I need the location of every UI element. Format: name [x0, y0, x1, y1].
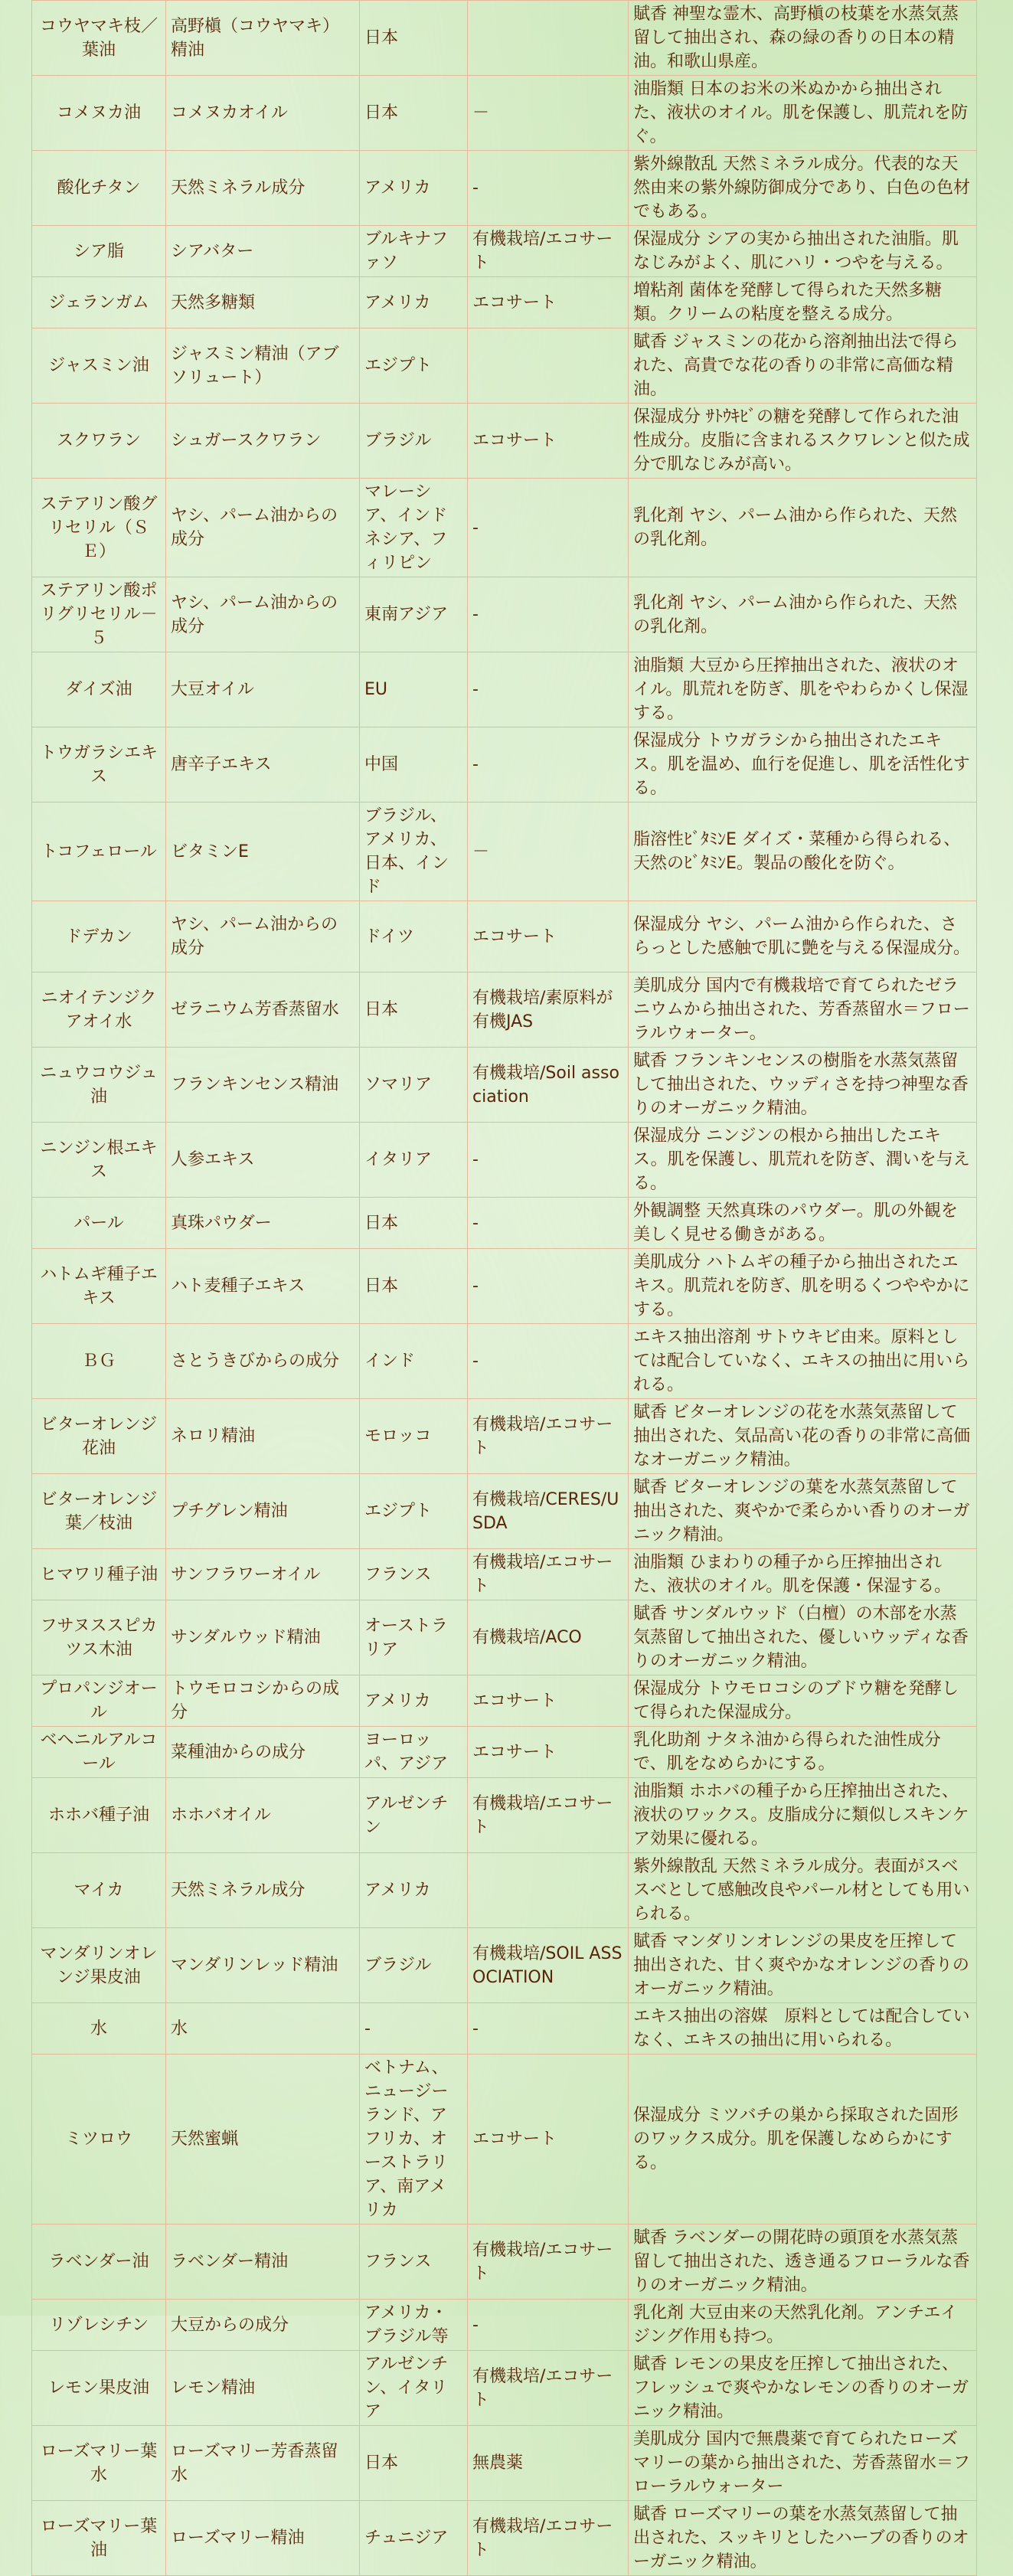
ingredient-common-name: 水: [166, 2003, 360, 2055]
ingredient-inci-name: コメヌカ油: [32, 76, 166, 151]
ingredient-description: 賦香 レモンの果皮を圧搾して抽出された、フレッシュで爽やかなレモンの香りのオーガニック精油。: [629, 2351, 977, 2426]
ingredient-inci-name: ローズマリー葉水: [32, 2426, 166, 2501]
ingredient-origin: 日本: [360, 973, 468, 1048]
ingredient-certification: 有機栽培/ACO: [468, 1600, 629, 1675]
ingredient-common-name: さとうきびからの成分: [166, 1324, 360, 1399]
ingredient-description: 賦香 フランキンセンスの樹脂を水蒸気蒸留して抽出された、ウッディさを持つ神聖な香りのオーガニック精油。: [629, 1048, 977, 1123]
table-row: [32, 577, 977, 652]
ingredient-description: 外観調整 天然真珠のパウダー。肌の外観を美しく見せる働きがある。: [629, 1198, 977, 1249]
ingredient-description: 美肌成分 ハトムギの種子から抽出されたエキス。肌荒れを防ぎ、肌を明るくつややかにする。: [629, 1249, 977, 1324]
ingredient-certification: [468, 1853, 629, 1928]
ingredient-common-name: ホホバオイル: [166, 1778, 360, 1853]
ingredient-common-name: 天然多糖類: [166, 277, 360, 329]
ingredient-origin: インド: [360, 1324, 468, 1399]
ingredient-description: 賦香 サンダルウッド（白檀）の木部を水蒸気蒸留して抽出された、優しいウッディな香りのオーガニック精油。: [629, 1600, 977, 1675]
ingredient-origin: エジプト: [360, 1474, 468, 1549]
ingredient-common-name: シュガースクワラン: [166, 404, 360, 479]
table-row: [32, 151, 977, 226]
ingredient-description: 増粘剤 菌体を発酵して得られた天然多糖類。クリームの粘度を整える成分。: [629, 277, 977, 329]
ingredient-origin: 日本: [360, 76, 468, 151]
ingredient-certification: -: [468, 2300, 629, 2351]
ingredient-origin: ブラジル、アメリカ、日本、インド: [360, 803, 468, 901]
ingredient-description: 保湿成分 トウガラシから抽出されたエキス。肌を温め、血行を促進し、肌を活性化する。: [629, 727, 977, 803]
ingredient-certification: 有機栽培/エコサート: [468, 1399, 629, 1474]
ingredient-description: 保湿成分 シアの実から抽出された油脂。肌なじみがよく、肌にハリ・つやを与える。: [629, 226, 977, 277]
ingredient-description: 賦香 神聖な霊木、高野槇の枝葉を水蒸気蒸留して抽出され、森の緑の香りの日本の精油。和歌山県産。: [629, 1, 977, 76]
ingredient-origin: フランス: [360, 2225, 468, 2300]
ingredient-inci-name: ＢＧ: [32, 1324, 166, 1399]
ingredient-common-name: フランキンセンス精油: [166, 1048, 360, 1123]
ingredient-common-name: 天然蜜蝋: [166, 2055, 360, 2225]
ingredient-inci-name: ラベンダー油: [32, 2225, 166, 2300]
ingredient-inci-name: ホホバ種子油: [32, 1778, 166, 1853]
ingredient-certification: -: [468, 1123, 629, 1198]
table-row: [32, 1727, 977, 1778]
ingredient-certification: 有機栽培/エコサート: [468, 2351, 629, 2426]
table-row: [32, 901, 977, 973]
ingredient-inci-name: ジェランガム: [32, 277, 166, 329]
ingredient-origin: オーストラリア: [360, 1600, 468, 1675]
ingredient-inci-name: ニオイテンジクアオイ水: [32, 973, 166, 1048]
ingredient-origin: ブルキナファソ: [360, 226, 468, 277]
ingredient-certification: [468, 329, 629, 404]
ingredient-origin: EU: [360, 652, 468, 727]
ingredient-common-name: ジャスミン精油（アブソリュート）: [166, 329, 360, 404]
ingredient-common-name: マンダリンレッド精油: [166, 1928, 360, 2003]
ingredient-certification: -: [468, 151, 629, 226]
ingredient-inci-name: プロパンジオール: [32, 1675, 166, 1727]
ingredient-inci-name: リゾレシチン: [32, 2300, 166, 2351]
ingredient-common-name: 天然ミネラル成分: [166, 1853, 360, 1928]
ingredient-origin: アルゼンチン、イタリア: [360, 2351, 468, 2426]
ingredient-common-name: ハト麦種子エキス: [166, 1249, 360, 1324]
table-row: [32, 1198, 977, 1249]
ingredient-inci-name: ビターオレンジ葉／枝油: [32, 1474, 166, 1549]
table-row: [32, 2426, 977, 2501]
ingredient-common-name: 真珠パウダー: [166, 1198, 360, 1249]
table-row: [32, 76, 977, 151]
ingredient-description: 賦香 ビターオレンジの花を水蒸気蒸留して抽出された、気品高い花の香りの非常に高価なオーガニック精油。: [629, 1399, 977, 1474]
ingredient-certification: -: [468, 652, 629, 727]
ingredient-common-name: コメヌカオイル: [166, 76, 360, 151]
table-row: [32, 727, 977, 803]
ingredient-inci-name: シア脂: [32, 226, 166, 277]
ingredient-origin: 中国: [360, 727, 468, 803]
ingredient-certification: -: [468, 1324, 629, 1399]
ingredient-common-name: ローズマリー精油: [166, 2501, 360, 2576]
table-row: [32, 803, 977, 901]
ingredient-certification: －: [468, 76, 629, 151]
ingredient-certification: -: [468, 2003, 629, 2055]
ingredient-origin: 日本: [360, 1198, 468, 1249]
ingredient-inci-name: コウヤマキ枝／葉油: [32, 1, 166, 76]
ingredient-inci-name: 水: [32, 2003, 166, 2055]
ingredient-description: 賦香 ローズマリーの葉を水蒸気蒸留して抽出された、スッキリとしたハーブの香りのオーガニック精油。: [629, 2501, 977, 2576]
table-row: [32, 652, 977, 727]
ingredient-inci-name: ジャスミン油: [32, 329, 166, 404]
ingredient-description: 保湿成分 トウモロコシのブドウ糖を発酵して得られた保湿成分。: [629, 1675, 977, 1727]
ingredient-origin: 日本: [360, 2426, 468, 2501]
ingredient-description: 紫外線散乱 天然ミネラル成分。表面がスベスベとして感触改良やパール材としても用いられる。: [629, 1853, 977, 1928]
ingredient-common-name: 人参エキス: [166, 1123, 360, 1198]
ingredient-common-name: シアバター: [166, 226, 360, 277]
ingredient-origin: アメリカ: [360, 277, 468, 329]
table-row: [32, 1, 977, 76]
ingredient-certification: -: [468, 727, 629, 803]
ingredient-description: エキス抽出の溶媒 原料としては配合していなく、エキスの抽出に用いられる。: [629, 2003, 977, 2055]
ingredient-inci-name: ステアリン酸ポリグリセリル－５: [32, 577, 166, 652]
ingredient-inci-name: ニンジン根エキス: [32, 1123, 166, 1198]
ingredient-common-name: ビタミンE: [166, 803, 360, 901]
ingredient-inci-name: ローズマリー葉油: [32, 2501, 166, 2576]
ingredient-certification: 有機栽培/素原料が有機JAS: [468, 973, 629, 1048]
ingredient-common-name: トウモロコシからの成分: [166, 1675, 360, 1727]
ingredient-common-name: 唐辛子エキス: [166, 727, 360, 803]
ingredient-common-name: ラベンダー精油: [166, 2225, 360, 2300]
ingredient-description: 乳化剤 大豆由来の天然乳化剤。アンチエイジング作用も持つ。: [629, 2300, 977, 2351]
ingredient-common-name: 大豆からの成分: [166, 2300, 360, 2351]
ingredient-certification: エコサート: [468, 1727, 629, 1778]
ingredient-common-name: 高野槇（コウヤマキ）精油: [166, 1, 360, 76]
table-row: [32, 226, 977, 277]
ingredient-inci-name: ニュウコウジュ油: [32, 1048, 166, 1123]
ingredient-common-name: 大豆オイル: [166, 652, 360, 727]
ingredient-certification: 有機栽培/エコサート: [468, 2225, 629, 2300]
table-row: [32, 1324, 977, 1399]
table-row: [32, 1549, 977, 1600]
ingredient-inci-name: ステアリン酸グリセリル（ＳＥ）: [32, 479, 166, 577]
ingredient-description: 保湿成分 ｻﾄｳｷﾋﾞの糖を発酵して作られた油性成分。皮脂に含まれるスクワレンと似た成分で肌なじみが高い。: [629, 404, 977, 479]
ingredient-origin: アメリカ・ブラジル等: [360, 2300, 468, 2351]
ingredient-certification: [468, 1, 629, 76]
ingredient-origin: -: [360, 2003, 468, 2055]
ingredient-inci-name: ミツロウ: [32, 2055, 166, 2225]
ingredient-inci-name: ダイズ油: [32, 652, 166, 727]
ingredient-certification: エコサート: [468, 1675, 629, 1727]
ingredient-origin: エジプト: [360, 329, 468, 404]
ingredient-certification: エコサート: [468, 404, 629, 479]
ingredient-certification: 無農薬: [468, 2426, 629, 2501]
ingredient-description: 油脂類 大豆から圧搾抽出された、液状のオイル。肌荒れを防ぎ、肌をやわらかくし保湿する。: [629, 652, 977, 727]
ingredient-inci-name: ドデカン: [32, 901, 166, 973]
ingredient-description: 乳化剤 ヤシ、パーム油から作られた、天然の乳化剤。: [629, 577, 977, 652]
ingredient-certification: 有機栽培/エコサート: [468, 226, 629, 277]
table-row: [32, 1048, 977, 1123]
ingredient-origin: モロッコ: [360, 1399, 468, 1474]
table-row: [32, 1474, 977, 1549]
ingredient-origin: アメリカ: [360, 1853, 468, 1928]
table-row: [32, 1675, 977, 1727]
ingredient-common-name: サンダルウッド精油: [166, 1600, 360, 1675]
table-row: [32, 1928, 977, 2003]
ingredient-origin: チュニジア: [360, 2501, 468, 2576]
ingredient-description: 賦香 ビターオレンジの葉を水蒸気蒸留して抽出された、爽やかで柔らかい香りのオーガニック精油。: [629, 1474, 977, 1549]
ingredient-common-name: プチグレン精油: [166, 1474, 360, 1549]
ingredient-description: 賦香 ジャスミンの花から溶剤抽出法で得られた、高貴でな花の香りの非常に高価な精油。: [629, 329, 977, 404]
ingredient-certification: 有機栽培/エコサート: [468, 1549, 629, 1600]
ingredient-inci-name: フサヌススピカツス木油: [32, 1600, 166, 1675]
table-row: [32, 1123, 977, 1198]
table-row: [32, 1778, 977, 1853]
ingredient-description: 脂溶性ﾋﾞﾀﾐﾝE ダイズ・菜種から得られる、天然のﾋﾞﾀﾐﾝE。製品の酸化を防ぐ。: [629, 803, 977, 901]
ingredient-description: 油脂類 ホホバの種子から圧搾抽出された、液状のワックス。皮脂成分に類似しスキンケア効果に優れる。: [629, 1778, 977, 1853]
ingredient-description: 賦香 マンダリンオレンジの果皮を圧搾して抽出された、甘く爽やかなオレンジの香りのオーガニック精油。: [629, 1928, 977, 2003]
ingredient-common-name: レモン精油: [166, 2351, 360, 2426]
table-row: [32, 1600, 977, 1675]
ingredient-description: 乳化助剤 ナタネ油から得られた油性成分で、肌をなめらかにする。: [629, 1727, 977, 1778]
ingredient-common-name: ヤシ、パーム油からの成分: [166, 479, 360, 577]
ingredient-certification: -: [468, 479, 629, 577]
ingredient-certification: 有機栽培/エコサート: [468, 1778, 629, 1853]
ingredient-certification: -: [468, 1249, 629, 1324]
ingredient-origin: ブラジル: [360, 1928, 468, 2003]
ingredient-certification: －: [468, 803, 629, 901]
table-row: [32, 2300, 977, 2351]
table-row: [32, 1399, 977, 1474]
ingredient-certification: 有機栽培/エコサート: [468, 2501, 629, 2576]
table-row: [32, 329, 977, 404]
ingredient-common-name: ゼラニウム芳香蒸留水: [166, 973, 360, 1048]
ingredient-certification: -: [468, 1198, 629, 1249]
ingredient-description: エキス抽出溶剤 サトウキビ由来。原料としては配合していなく、エキスの抽出に用いられる。: [629, 1324, 977, 1399]
ingredient-inci-name: ヒマワリ種子油: [32, 1549, 166, 1600]
ingredient-inci-name: ハトムギ種子エキス: [32, 1249, 166, 1324]
ingredient-origin: ソマリア: [360, 1048, 468, 1123]
ingredient-inci-name: マイカ: [32, 1853, 166, 1928]
ingredient-certification: エコサート: [468, 2055, 629, 2225]
ingredient-inci-name: トウガラシエキス: [32, 727, 166, 803]
ingredient-certification: 有機栽培/SOIL ASSOCIATION: [468, 1928, 629, 2003]
ingredient-description: 賦香 ラベンダーの開花時の頭頂を水蒸気蒸留して抽出された、透き通るフローラルな香りのオーガニック精油。: [629, 2225, 977, 2300]
ingredient-certification: エコサート: [468, 277, 629, 329]
ingredient-origin: ドイツ: [360, 901, 468, 973]
ingredient-description: 保湿成分 ニンジンの根から抽出したエキス。肌を保護し、肌荒れを防ぎ、潤いを与える。: [629, 1123, 977, 1198]
table-row: [32, 1249, 977, 1324]
ingredient-certification: エコサート: [468, 901, 629, 973]
table-row: [32, 404, 977, 479]
table-row: [32, 973, 977, 1048]
ingredient-origin: イタリア: [360, 1123, 468, 1198]
ingredient-common-name: サンフラワーオイル: [166, 1549, 360, 1600]
ingredient-origin: アルゼンチン: [360, 1778, 468, 1853]
ingredient-description: 紫外線散乱 天然ミネラル成分。代表的な天然由来の紫外線防御成分であり、白色の色材でもある。: [629, 151, 977, 226]
ingredient-inci-name: ベヘニルアルコール: [32, 1727, 166, 1778]
ingredient-description: 保湿成分 ミツバチの巣から採取された固形のワックス成分。肌を保護しなめらかにする。: [629, 2055, 977, 2225]
ingredient-common-name: ヤシ、パーム油からの成分: [166, 577, 360, 652]
ingredient-inci-name: レモン果皮油: [32, 2351, 166, 2426]
ingredient-inci-name: トコフェロール: [32, 803, 166, 901]
ingredient-inci-name: ビターオレンジ花油: [32, 1399, 166, 1474]
ingredient-description: 油脂類 ひまわりの種子から圧搾抽出された、液状のオイル。肌を保護・保湿する。: [629, 1549, 977, 1600]
ingredient-origin: 東南アジア: [360, 577, 468, 652]
ingredient-origin: ヨーロッパ、アジア: [360, 1727, 468, 1778]
table-row: [32, 2055, 977, 2225]
table-row: [32, 479, 977, 577]
ingredient-common-name: 菜種油からの成分: [166, 1727, 360, 1778]
ingredient-description: 保湿成分 ヤシ、パーム油から作られた、さらっとした感触で肌に艶を与える保湿成分。: [629, 901, 977, 973]
ingredient-common-name: ネロリ精油: [166, 1399, 360, 1474]
ingredient-inci-name: パール: [32, 1198, 166, 1249]
ingredient-common-name: 天然ミネラル成分: [166, 151, 360, 226]
ingredients-table-body: [32, 1, 977, 2576]
ingredient-inci-name: スクワラン: [32, 404, 166, 479]
ingredient-description: 美肌成分 国内で有機栽培で育てられたゼラニウムから抽出された、芳香蒸留水＝フローラルウォーター。: [629, 973, 977, 1048]
ingredient-inci-name: マンダリンオレンジ果皮油: [32, 1928, 166, 2003]
ingredient-description: 美肌成分 国内で無農薬で育てられたローズマリーの葉から抽出された、芳香蒸留水＝フローラルウォーター: [629, 2426, 977, 2501]
ingredient-origin: ベトナム、ニュージーランド、アフリカ、オーストラリア、南アメリカ: [360, 2055, 468, 2225]
ingredient-common-name: ローズマリー芳香蒸留水: [166, 2426, 360, 2501]
table-row: [32, 2501, 977, 2576]
ingredient-common-name: ヤシ、パーム油からの成分: [166, 901, 360, 973]
ingredient-certification: -: [468, 577, 629, 652]
ingredient-description: 油脂類 日本のお米の米ぬかから抽出された、液状のオイル。肌を保護し、肌荒れを防ぐ。: [629, 76, 977, 151]
ingredients-table: [31, 0, 977, 2576]
ingredient-origin: ブラジル: [360, 404, 468, 479]
ingredient-certification: 有機栽培/CERES/USDA: [468, 1474, 629, 1549]
ingredient-origin: アメリカ: [360, 1675, 468, 1727]
table-row: [32, 1853, 977, 1928]
ingredient-origin: フランス: [360, 1549, 468, 1600]
table-row: [32, 2003, 977, 2055]
ingredient-origin: 日本: [360, 1249, 468, 1324]
ingredient-origin: アメリカ: [360, 151, 468, 226]
ingredient-inci-name: 酸化チタン: [32, 151, 166, 226]
ingredient-origin: マレーシア、インドネシア、フィリピン: [360, 479, 468, 577]
table-row: [32, 2351, 977, 2426]
ingredient-certification: 有機栽培/Soil association: [468, 1048, 629, 1123]
ingredient-description: 乳化剤 ヤシ、パーム油から作られた、天然の乳化剤。: [629, 479, 977, 577]
table-row: [32, 277, 977, 329]
table-row: [32, 2225, 977, 2300]
ingredient-origin: 日本: [360, 1, 468, 76]
